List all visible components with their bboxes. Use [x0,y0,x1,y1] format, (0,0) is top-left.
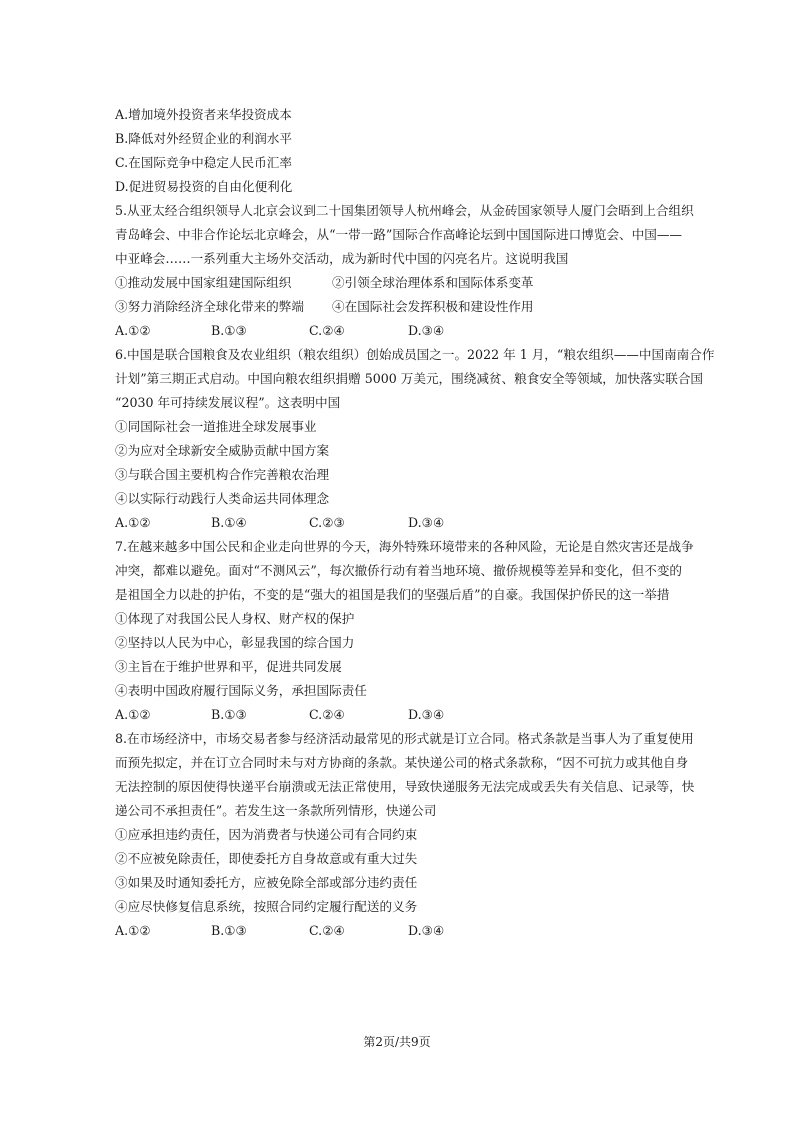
q7-stem-line: 是祖国全力以赴的护佑，不变的是“强大的祖国是我们的坚强后盾”的自豪。我国保护侨民的这一举措 [115,587,670,602]
q6-choice-d[interactable]: D.③④ [408,515,445,530]
q5-answer-choices [115,323,515,339]
q8-choice-d[interactable]: D.③④ [408,923,445,938]
q7-choice-a[interactable]: A.①② [115,707,151,722]
q5-choice-b[interactable]: B.①③ [211,323,247,338]
q6-stem-line: 计划”第三期正式启动。中国向粮农组织捐赠 5000 万美元，围绕减贫、粮食安全等领域，加快落实联合国 [115,371,704,386]
q6-answer-choices [115,515,515,531]
q6-choice-c[interactable]: C.②③ [309,515,345,530]
q5-choice-d[interactable]: D.③④ [408,323,445,338]
q7-statement-4: ④表明中国政府履行国际义务，承担国际责任 [115,683,367,698]
q8-stem-line: 递公司不承担责任”。若发生这一条款所列情形，快递公司 [115,803,437,818]
q8-answer-choices [115,923,515,939]
q5-statement-3: ③努力消除经济全球化带来的弊端 [115,299,304,314]
q6-stem-line: “2030 年可持续发展议程”。这表明中国 [115,395,341,410]
q5-choice-c[interactable]: C.②④ [309,323,345,338]
q5-stem-line: 中亚峰会……一系列重大主场外交活动，成为新时代中国的闪亮名片。这说明我国 [115,251,569,266]
q4-option-c: C.在国际竞争中稳定人民币汇率 [115,155,292,170]
q7-choice-d[interactable]: D.③④ [408,707,445,722]
q4-option-a: A.增加境外投资者来华投资成本 [115,107,292,122]
q7-choice-b[interactable]: B.①③ [211,707,247,722]
q6-statement-4: ④以实际行动践行人类命运共同体理念 [115,491,330,506]
q7-statement-1: ①体现了对我国公民人身权、财产权的保护 [115,611,355,626]
q7-stem-line: 冲突，都难以避免。面对“不测风云”，每次撤侨行动有着当地环境、撤侨规模等差异和变化，但不变的 [115,563,683,578]
q8-statement-1: ①应承担违约责任，因为消费者与快递公司有合同约束 [115,827,418,842]
q6-statement-2: ②为应对全球新安全威胁贡献中国方案 [115,443,330,458]
q7-statement-3: ③主旨在于维护世界和平，促进共同发展 [115,659,342,674]
q5-choice-a[interactable]: A.①② [115,323,151,338]
q5-stem-line: 青岛峰会、中非合作论坛北京峰会，从“一带一路”国际合作高峰论坛到中国国际进口博览会、中国—— [115,227,683,242]
q6-statement-1: ①同国际社会一道推进全球发展事业 [115,419,317,434]
q8-statement-2: ②不应被免除责任，即使委托方自身故意或有重大过失 [115,851,418,866]
q5-statement-2: ②引领全球治理体系和国际体系变革 [332,275,534,290]
q8-stem-line: 无法控制的原因使得快递平台崩溃或无法正常使用，导致快递服务无法完成或丢失有关信息、记录等，快 [115,779,695,794]
q8-stem-line: 而预先拟定，并在订立合同时未与对方协商的条款。某快递公司的格式条款称，“因不可抗力或其他自身 [115,755,689,770]
page-number: 第2页/共9页 [363,1035,431,1049]
q8-choice-b[interactable]: B.①③ [211,923,247,938]
q8-statement-3: ③如果及时通知委托方，应被免除全部或部分违约责任 [115,875,418,890]
q6-statement-3: ③与联合国主要机构合作完善粮农治理 [115,467,330,482]
q6-choice-b[interactable]: B.①④ [211,515,247,530]
q4-option-b: B.降低对外经贸企业的利润水平 [115,131,292,146]
q5-stem-line: 5.从亚太经合组织领导人北京会议到二十国集团领导人杭州峰会，从金砖国家领导人厦门会晤到上合组织 [115,203,694,218]
q5-statement-4: ④在国际社会发挥积极和建设性作用 [332,299,534,314]
q7-statement-2: ②坚持以人民为中心，彰显我国的综合国力 [115,635,355,650]
q8-statement-4: ④应尽快修复信息系统，按照合同约定履行配送的义务 [115,899,418,914]
q4-option-d: D.促进贸易投资的自由化便利化 [115,179,293,194]
q8-choice-c[interactable]: C.②④ [309,923,345,938]
q7-stem-line: 7.在越来越多中国公民和企业走向世界的今天，海外特殊环境带来的各种风险，无论是自然灾害还是战争 [115,539,694,554]
q8-choice-a[interactable]: A.①② [115,923,151,938]
q8-stem-line: 8.在市场经济中，市场交易者参与经济活动最常见的形式就是订立合同。格式条款是当事人为了重复使用 [115,731,694,746]
q6-stem-line: 6.中国是联合国粮食及农业组织（粮农组织）创始成员国之一。2022 年 1 月，“粮农组织——中国南南合作 [115,347,715,362]
q6-choice-a[interactable]: A.①② [115,515,151,530]
q7-answer-choices [115,707,515,723]
q5-statement-1: ①推动发展中国家组建国际组织 [115,275,292,290]
q7-choice-c[interactable]: C.②④ [309,707,345,722]
